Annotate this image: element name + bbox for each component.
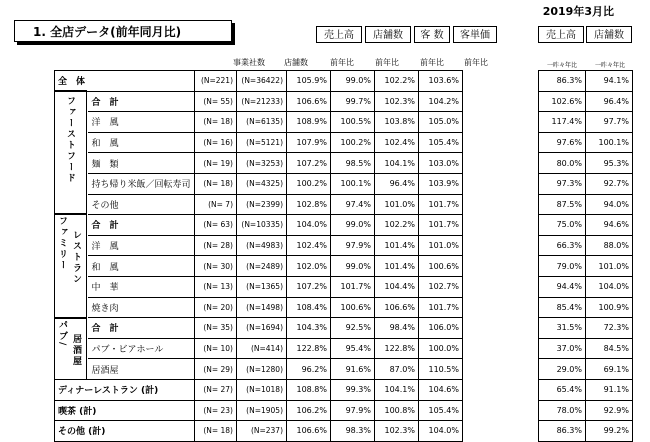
table-row bbox=[539, 153, 633, 174]
sales-yoy: 106.2% bbox=[287, 400, 331, 421]
unit-price-yoy: 101.7% bbox=[419, 297, 463, 318]
table-row bbox=[55, 173, 463, 194]
sales-yoy: 108.4% bbox=[287, 297, 331, 318]
header-customers: 客 数 bbox=[414, 26, 450, 43]
category-spacer bbox=[55, 276, 88, 297]
row-label: 中 華 bbox=[88, 276, 195, 297]
unit-price-yoy: 103.6% bbox=[419, 71, 463, 92]
store-count: (N=10335) bbox=[237, 215, 287, 236]
right-stores-value: 101.0% bbox=[586, 256, 633, 277]
right-sales-value: 97.3% bbox=[539, 173, 586, 194]
store-count: (N=36422) bbox=[237, 71, 287, 92]
store-count: (N=237) bbox=[237, 421, 287, 442]
table-row bbox=[55, 153, 463, 174]
table-row bbox=[539, 235, 633, 256]
right-stores-value: 95.3% bbox=[586, 153, 633, 174]
row-label: 喫茶 (計) bbox=[55, 400, 195, 421]
table-row bbox=[539, 421, 633, 442]
customers-yoy: 104.1% bbox=[375, 379, 419, 400]
sales-yoy: 102.4% bbox=[287, 235, 331, 256]
page-title: 1. 全店データ(前年同月比) bbox=[14, 20, 232, 42]
stores-yoy: 100.5% bbox=[331, 112, 375, 133]
right-sales-value: 31.5% bbox=[539, 318, 586, 339]
right-sales-value: 37.0% bbox=[539, 338, 586, 359]
header-sales: 売上高 bbox=[316, 26, 362, 43]
right-stores-value: 92.9% bbox=[586, 400, 633, 421]
right-stores-value: 100.1% bbox=[586, 132, 633, 153]
right-sales-value: 78.0% bbox=[539, 400, 586, 421]
company-count: (N= 18) bbox=[195, 112, 237, 133]
category-family-label-a: ファミリー bbox=[57, 216, 67, 271]
row-label: 合 計 bbox=[88, 215, 195, 236]
customers-yoy: 101.0% bbox=[375, 194, 419, 215]
store-count: (N=1498) bbox=[237, 297, 287, 318]
row-label: その他 bbox=[88, 194, 195, 215]
unit-price-yoy: 101.7% bbox=[419, 215, 463, 236]
col-yoy-stores: 前年比 bbox=[375, 58, 399, 67]
sales-yoy: 96.2% bbox=[287, 359, 331, 380]
row-label: 洋 風 bbox=[88, 112, 195, 133]
sales-yoy: 104.3% bbox=[287, 318, 331, 339]
unit-price-yoy: 104.0% bbox=[419, 421, 463, 442]
company-count: (N= 10) bbox=[195, 338, 237, 359]
customers-yoy: 102.3% bbox=[375, 421, 419, 442]
stores-yoy: 100.1% bbox=[331, 173, 375, 194]
right-stores-value: 94.0% bbox=[586, 194, 633, 215]
customers-yoy: 104.4% bbox=[375, 276, 419, 297]
stores-yoy: 95.4% bbox=[331, 338, 375, 359]
right-stores-value: 99.2% bbox=[586, 421, 633, 442]
right-sales-value: 86.3% bbox=[539, 421, 586, 442]
right-sales-value: 66.3% bbox=[539, 235, 586, 256]
right-stores-value: 69.1% bbox=[586, 359, 633, 380]
sales-yoy: 108.9% bbox=[287, 112, 331, 133]
right-sales-value: 80.0% bbox=[539, 153, 586, 174]
right-stores-value: 88.0% bbox=[586, 235, 633, 256]
col-right-yoy-sales: 一昨々年比 bbox=[546, 62, 577, 69]
customers-yoy: 101.4% bbox=[375, 235, 419, 256]
store-count: (N=2489) bbox=[237, 256, 287, 277]
company-count: (N= 35) bbox=[195, 318, 237, 339]
row-label: ディナーレストラン (計) bbox=[55, 379, 195, 400]
sales-yoy: 102.0% bbox=[287, 256, 331, 277]
sales-yoy: 104.0% bbox=[287, 215, 331, 236]
right-sales-value: 85.4% bbox=[539, 297, 586, 318]
col-yoy-customers: 前年比 bbox=[420, 58, 444, 67]
right-sales-value: 79.0% bbox=[539, 256, 586, 277]
stores-yoy: 98.5% bbox=[331, 153, 375, 174]
customers-yoy: 96.4% bbox=[375, 173, 419, 194]
right-stores-value: 91.1% bbox=[586, 379, 633, 400]
right-stores-value: 92.7% bbox=[586, 173, 633, 194]
table-row bbox=[539, 71, 633, 92]
table-row bbox=[55, 194, 463, 215]
header-right-sales: 売上高 bbox=[538, 26, 584, 43]
category-family-label-b: レストラン bbox=[71, 230, 81, 285]
col-store-count: 店舗数 bbox=[284, 58, 308, 67]
table-row bbox=[539, 276, 633, 297]
unit-price-yoy: 104.2% bbox=[419, 91, 463, 112]
store-count: (N=1365) bbox=[237, 276, 287, 297]
company-count: (N= 28) bbox=[195, 235, 237, 256]
customers-yoy: 106.6% bbox=[375, 297, 419, 318]
company-count: (N= 63) bbox=[195, 215, 237, 236]
unit-price-yoy: 101.7% bbox=[419, 194, 463, 215]
category-spacer bbox=[55, 112, 88, 133]
company-count: (N= 55) bbox=[195, 91, 237, 112]
unit-price-yoy: 110.5% bbox=[419, 359, 463, 380]
store-count: (N=4325) bbox=[237, 173, 287, 194]
customers-yoy: 103.8% bbox=[375, 112, 419, 133]
report-date: 2019年3月比 bbox=[542, 5, 614, 18]
stores-yoy: 99.0% bbox=[331, 215, 375, 236]
sales-yoy: 100.2% bbox=[287, 173, 331, 194]
table-row bbox=[539, 112, 633, 133]
customers-yoy: 100.8% bbox=[375, 400, 419, 421]
sales-yoy: 107.2% bbox=[287, 276, 331, 297]
table-row bbox=[55, 421, 463, 442]
store-count: (N=1694) bbox=[237, 318, 287, 339]
sales-yoy: 107.2% bbox=[287, 153, 331, 174]
right-sales-value: 75.0% bbox=[539, 215, 586, 236]
company-count: (N=221) bbox=[195, 71, 237, 92]
right-sales-value: 117.4% bbox=[539, 112, 586, 133]
category-spacer bbox=[55, 359, 88, 380]
category-fast-food-label: ファーストフード bbox=[65, 96, 75, 184]
customers-yoy: 102.3% bbox=[375, 91, 419, 112]
table-row bbox=[55, 132, 463, 153]
sales-yoy: 107.9% bbox=[287, 132, 331, 153]
table-row bbox=[539, 338, 633, 359]
category-spacer bbox=[55, 256, 88, 277]
table-row bbox=[539, 194, 633, 215]
store-count: (N=414) bbox=[237, 338, 287, 359]
customers-yoy: 101.4% bbox=[375, 256, 419, 277]
table-row bbox=[539, 359, 633, 380]
stores-yoy: 99.3% bbox=[331, 379, 375, 400]
unit-price-yoy: 103.9% bbox=[419, 173, 463, 194]
table-row bbox=[55, 276, 463, 297]
row-label: 焼き肉 bbox=[88, 297, 195, 318]
table-row bbox=[539, 379, 633, 400]
stores-yoy: 99.0% bbox=[331, 256, 375, 277]
store-count: (N=1018) bbox=[237, 379, 287, 400]
category-spacer bbox=[55, 132, 88, 153]
category-spacer bbox=[55, 153, 88, 174]
company-count: (N= 13) bbox=[195, 276, 237, 297]
unit-price-yoy: 105.4% bbox=[419, 132, 463, 153]
right-sales-value: 65.4% bbox=[539, 379, 586, 400]
company-count: (N= 18) bbox=[195, 173, 237, 194]
table-row bbox=[55, 91, 463, 112]
category-spacer bbox=[55, 215, 88, 236]
unit-price-yoy: 100.0% bbox=[419, 338, 463, 359]
company-count: (N= 16) bbox=[195, 132, 237, 153]
customers-yoy: 102.4% bbox=[375, 132, 419, 153]
unit-price-yoy: 104.6% bbox=[419, 379, 463, 400]
stores-yoy: 97.4% bbox=[331, 194, 375, 215]
table-row bbox=[539, 297, 633, 318]
unit-price-yoy: 103.0% bbox=[419, 153, 463, 174]
stores-yoy: 92.5% bbox=[331, 318, 375, 339]
customers-yoy: 87.0% bbox=[375, 359, 419, 380]
right-stores-value: 97.7% bbox=[586, 112, 633, 133]
stores-yoy: 101.7% bbox=[331, 276, 375, 297]
right-stores-value: 84.5% bbox=[586, 338, 633, 359]
category-spacer bbox=[55, 235, 88, 256]
table-row bbox=[55, 112, 463, 133]
stores-yoy: 97.9% bbox=[331, 400, 375, 421]
store-count: (N=1905) bbox=[237, 400, 287, 421]
stores-yoy: 98.3% bbox=[331, 421, 375, 442]
row-label: 洋 風 bbox=[88, 235, 195, 256]
row-label: 居酒屋 bbox=[88, 359, 195, 380]
unit-price-yoy: 106.0% bbox=[419, 318, 463, 339]
company-count: (N= 27) bbox=[195, 379, 237, 400]
stores-yoy: 99.7% bbox=[331, 91, 375, 112]
company-count: (N= 30) bbox=[195, 256, 237, 277]
header-unit-price: 客単価 bbox=[453, 26, 497, 43]
table-row bbox=[539, 132, 633, 153]
customers-yoy: 104.1% bbox=[375, 153, 419, 174]
sales-yoy: 106.6% bbox=[287, 421, 331, 442]
category-spacer bbox=[55, 338, 88, 359]
right-sales-value: 97.6% bbox=[539, 132, 586, 153]
table-row bbox=[539, 215, 633, 236]
table-row bbox=[55, 215, 463, 236]
row-label: 全 体 bbox=[55, 71, 195, 92]
comparison-table bbox=[538, 70, 633, 442]
row-label: パブ・ビアホール bbox=[88, 338, 195, 359]
row-label: 持ち帰り米飯／回転寿司 bbox=[88, 173, 195, 194]
header-right-stores: 店舗数 bbox=[586, 26, 632, 43]
right-stores-value: 72.3% bbox=[586, 318, 633, 339]
row-label: 和 風 bbox=[88, 256, 195, 277]
customers-yoy: 102.2% bbox=[375, 71, 419, 92]
unit-price-yoy: 105.4% bbox=[419, 400, 463, 421]
company-count: (N= 20) bbox=[195, 297, 237, 318]
store-count: (N=5121) bbox=[237, 132, 287, 153]
table-row bbox=[539, 173, 633, 194]
right-sales-value: 86.3% bbox=[539, 71, 586, 92]
table-row bbox=[55, 235, 463, 256]
stores-yoy: 99.0% bbox=[331, 71, 375, 92]
row-label: 合 計 bbox=[88, 318, 195, 339]
company-count: (N= 23) bbox=[195, 400, 237, 421]
right-sales-value: 29.0% bbox=[539, 359, 586, 380]
category-spacer bbox=[55, 318, 88, 339]
table-row bbox=[539, 256, 633, 277]
right-stores-value: 94.1% bbox=[586, 71, 633, 92]
right-stores-value: 100.9% bbox=[586, 297, 633, 318]
sales-yoy: 122.8% bbox=[287, 338, 331, 359]
stores-yoy: 97.9% bbox=[331, 235, 375, 256]
header-stores: 店舗数 bbox=[365, 26, 411, 43]
unit-price-yoy: 102.7% bbox=[419, 276, 463, 297]
row-label: その他 (計) bbox=[55, 421, 195, 442]
row-label: 麺 類 bbox=[88, 153, 195, 174]
table-row bbox=[55, 256, 463, 277]
store-count: (N=21233) bbox=[237, 91, 287, 112]
row-label: 和 風 bbox=[88, 132, 195, 153]
col-right-yoy-stores: 一昨々年比 bbox=[594, 62, 625, 69]
store-count: (N=1280) bbox=[237, 359, 287, 380]
unit-price-yoy: 100.6% bbox=[419, 256, 463, 277]
right-stores-value: 94.6% bbox=[586, 215, 633, 236]
stores-yoy: 91.6% bbox=[331, 359, 375, 380]
right-stores-value: 96.4% bbox=[586, 91, 633, 112]
sales-yoy: 106.6% bbox=[287, 91, 331, 112]
customers-yoy: 98.4% bbox=[375, 318, 419, 339]
table-row bbox=[55, 359, 463, 380]
table-row bbox=[539, 318, 633, 339]
stores-yoy: 100.6% bbox=[331, 297, 375, 318]
col-yoy-sales: 前年比 bbox=[330, 58, 354, 67]
category-spacer bbox=[55, 91, 88, 112]
store-count: (N=3253) bbox=[237, 153, 287, 174]
store-count: (N=6135) bbox=[237, 112, 287, 133]
table-row bbox=[55, 318, 463, 339]
customers-yoy: 122.8% bbox=[375, 338, 419, 359]
customers-yoy: 102.2% bbox=[375, 215, 419, 236]
table-row bbox=[55, 297, 463, 318]
sales-yoy: 108.8% bbox=[287, 379, 331, 400]
col-yoy-unit-price: 前年比 bbox=[464, 58, 488, 67]
company-count: (N= 7) bbox=[195, 194, 237, 215]
table-row bbox=[55, 400, 463, 421]
right-sales-value: 94.4% bbox=[539, 276, 586, 297]
right-sales-value: 87.5% bbox=[539, 194, 586, 215]
category-spacer bbox=[55, 297, 88, 318]
category-spacer bbox=[55, 194, 88, 215]
sales-yoy: 105.9% bbox=[287, 71, 331, 92]
stores-yoy: 100.2% bbox=[331, 132, 375, 153]
table-row bbox=[55, 71, 463, 92]
company-count: (N= 29) bbox=[195, 359, 237, 380]
store-count: (N=2399) bbox=[237, 194, 287, 215]
unit-price-yoy: 101.0% bbox=[419, 235, 463, 256]
category-spacer bbox=[55, 173, 88, 194]
right-stores-value: 104.0% bbox=[586, 276, 633, 297]
table-row bbox=[539, 400, 633, 421]
table-row bbox=[539, 91, 633, 112]
company-count: (N= 18) bbox=[195, 421, 237, 442]
category-pub-label-a: パブ/ bbox=[57, 320, 67, 348]
row-label: 合 計 bbox=[88, 91, 195, 112]
unit-price-yoy: 105.0% bbox=[419, 112, 463, 133]
category-pub-label-b: 居酒屋 bbox=[71, 334, 81, 367]
col-companies: 事業社数 bbox=[233, 58, 265, 67]
store-count: (N=4983) bbox=[237, 235, 287, 256]
sales-yoy: 102.8% bbox=[287, 194, 331, 215]
right-sales-value: 102.6% bbox=[539, 91, 586, 112]
table-row bbox=[55, 379, 463, 400]
data-table bbox=[54, 70, 463, 442]
table-row bbox=[55, 338, 463, 359]
company-count: (N= 19) bbox=[195, 153, 237, 174]
